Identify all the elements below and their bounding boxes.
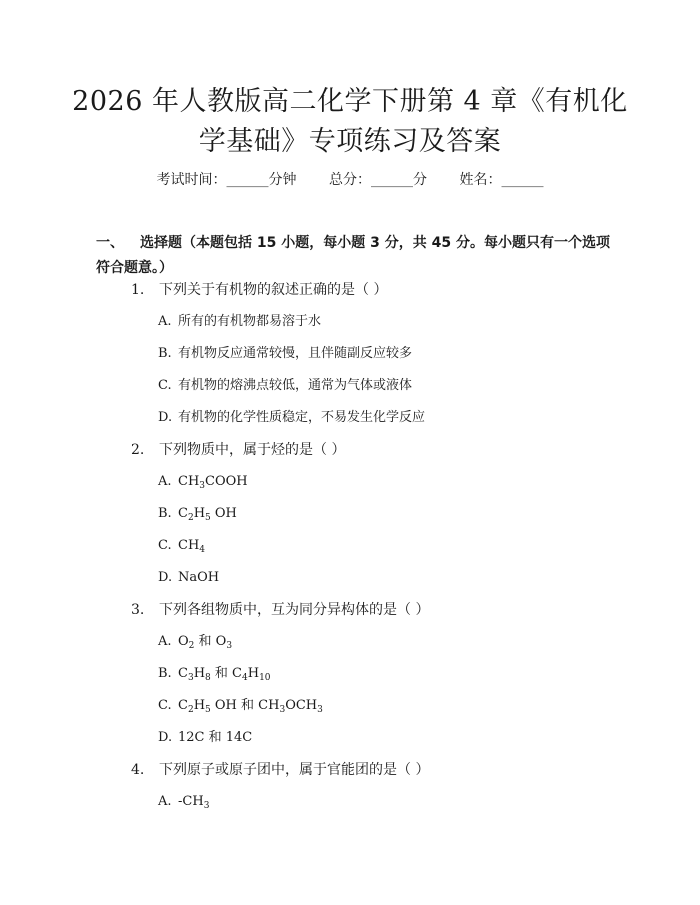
question-3-option: [158, 728, 252, 748]
option-letter: D.: [158, 410, 173, 425]
option-text: 有机物的熔沸点较低，通常为气体或液体: [178, 378, 413, 393]
total-score-field: 总分：______分: [329, 172, 427, 188]
question-4: [131, 760, 429, 780]
question-number: 1.: [131, 282, 145, 298]
option-letter: C.: [158, 378, 172, 393]
option-text: [178, 538, 205, 553]
formula-subscript: 3: [226, 641, 233, 651]
formula-subscript: 5: [205, 705, 211, 715]
question-text: 下列原子或原子团中，属于官能团的是（ ）: [159, 762, 430, 778]
formula-subscript: 3: [317, 705, 323, 715]
option-text: [178, 794, 209, 809]
formula-subscript: 3: [279, 705, 286, 715]
formula-part: 12C 和 14C: [178, 730, 253, 745]
option-text: 有机物的化学性质稳定，不易发生化学反应: [178, 410, 426, 425]
question-3-option: [158, 632, 232, 652]
option-text: [178, 666, 271, 681]
option-letter: D.: [158, 570, 173, 585]
question-3: [131, 600, 429, 620]
option-letter: A.: [158, 314, 172, 329]
question-4-option: [158, 792, 209, 812]
formula-part: H: [247, 666, 260, 681]
question-2-option: [158, 568, 219, 588]
question-1-option: [158, 344, 412, 364]
formula-part: OCH: [285, 698, 318, 713]
section-instructions: 选择题（本题包括 15 小题，每小题 3 分，共 45 分。每小题只有一个选项符合题意。）: [96, 235, 610, 276]
formula-part: -CH: [178, 794, 204, 809]
question-2-option: [158, 536, 205, 556]
option-letter: A.: [158, 634, 172, 649]
formula-subscript: 4: [199, 545, 206, 555]
title-line-2: 学基础》专项练习及答案: [198, 126, 502, 157]
option-letter: B.: [158, 346, 172, 361]
question-text: 下列各组物质中，互为同分异构体的是（ ）: [159, 602, 430, 618]
formula-part: H: [193, 698, 206, 713]
formula-part: NaOH: [178, 570, 220, 585]
option-text: 所有的有机物都易溶于水: [178, 314, 322, 329]
option-letter: B.: [158, 506, 172, 521]
question-text: 下列关于有机物的叙述正确的是（ ）: [159, 282, 388, 298]
formula-part: O: [178, 634, 189, 649]
question-3-option: [158, 696, 323, 716]
formula-subscript: 5: [205, 513, 211, 523]
formula-part: H: [193, 506, 206, 521]
option-letter: C.: [158, 698, 172, 713]
section-heading: [96, 231, 610, 281]
option-text: [178, 506, 237, 521]
option-text: [178, 730, 252, 745]
question-number: 3.: [131, 602, 145, 618]
question-number: 2.: [131, 442, 145, 458]
formula-part: H: [193, 666, 206, 681]
option-text: [178, 698, 323, 713]
option-letter: A.: [158, 474, 172, 489]
formula-subscript: 10: [259, 673, 271, 683]
formula-subscript: 2: [187, 705, 194, 715]
exam-info: [0, 170, 700, 190]
option-text: [178, 570, 219, 585]
question-2: [131, 440, 345, 460]
title-line-1: 2026 年人教版高二化学下册第 4 章《有机化: [72, 86, 628, 117]
question-1-option: [158, 312, 321, 332]
formula-part: C: [178, 698, 188, 713]
formula-subscript: 2: [187, 513, 194, 523]
option-text: [178, 474, 248, 489]
question-text: 下列物质中，属于烃的是（ ）: [159, 442, 346, 458]
question-1-option: [158, 376, 412, 396]
formula-part: CH: [178, 474, 200, 489]
section-number: 一、: [96, 235, 124, 251]
formula-subscript: 3: [203, 801, 210, 811]
option-text: 有机物反应通常较慢，且伴随副反应较多: [178, 346, 413, 361]
option-letter: D.: [158, 730, 173, 745]
formula-subscript: 3: [199, 481, 206, 491]
student-name-field: 姓名：______: [459, 172, 544, 188]
formula-subscript: 2: [188, 641, 195, 651]
formula-part: C: [178, 506, 188, 521]
question-1: [131, 280, 387, 300]
document-title: [70, 82, 630, 162]
exam-time-field: 考试时间：______分钟: [156, 172, 297, 188]
option-letter: A.: [158, 794, 172, 809]
formula-subscript: 8: [205, 673, 211, 683]
formula-subscript: 4: [241, 673, 248, 683]
question-2-option: [158, 504, 237, 524]
option-text: [178, 634, 232, 649]
formula-part: COOH: [205, 474, 248, 489]
formula-part: OH: [210, 506, 237, 521]
option-letter: C.: [158, 538, 172, 553]
formula-part: 和 C: [210, 666, 242, 681]
formula-part: OH 和 CH: [210, 698, 280, 713]
question-1-option: [158, 408, 425, 428]
formula-part: CH: [178, 538, 200, 553]
question-number: 4.: [131, 762, 145, 778]
question-3-option: [158, 664, 271, 684]
question-2-option: [158, 472, 248, 492]
formula-part: C: [178, 666, 188, 681]
option-letter: B.: [158, 666, 172, 681]
formula-part: 和 O: [194, 634, 227, 649]
formula-subscript: 3: [187, 673, 194, 683]
